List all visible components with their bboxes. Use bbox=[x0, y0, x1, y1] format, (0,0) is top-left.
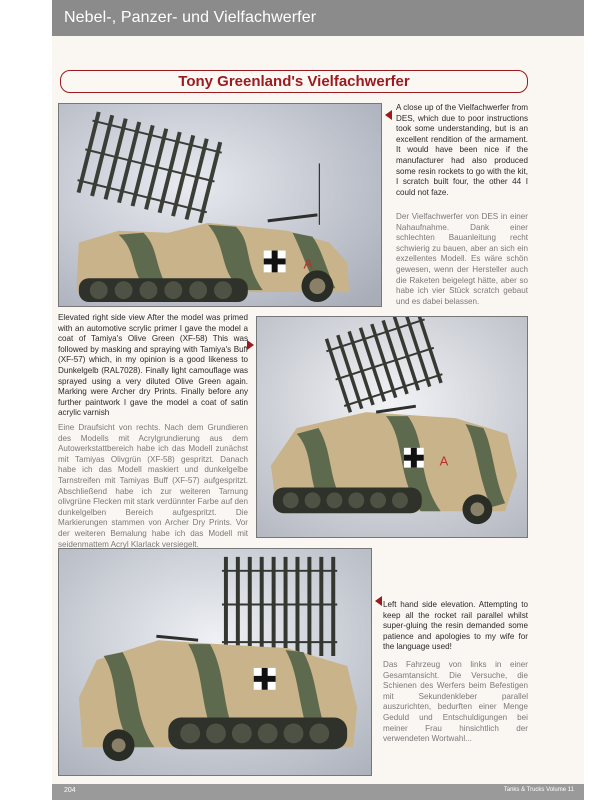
photo-elevated-right bbox=[256, 316, 528, 538]
page-number: 204 bbox=[64, 787, 76, 794]
caption-2-english: Elevated right side view After the model was primed with an automotive scrylic primer I gave the model a coat of Tamiya's Olive Green (XF-58) This was followed by masking and spraying with Tamiya's Buff (XF-57) which, in my opinion is a good likeness to Dunkelgelb (RAL7028). Finally light camouflage was sprayed using a very diluted Olive Green again. Marking were Archer dry Prints. Finally before any further paintwork I gave the model a coat of satin acrylic varnish bbox=[58, 313, 248, 418]
caption-pointer-3 bbox=[375, 596, 382, 606]
caption-1-german: Der Vielfachwerfer von DES in einer Nahaufnahme. Dank einer schlechten Bauanleitung recht schwierig zu bauen, aber an sich ein exzellentes Modell. Es wäre schön gewesen, wenn der Hersteller auch die Raketen beigelegt hätte, aber so habe ich vier Stück scratch gebaut und es dabei belassen. bbox=[396, 212, 528, 306]
caption-3-english: Left hand side elevation. Attempting to keep all the rocket rail parallel whilst super-gluing the resin demanded some patience and apologies to my wife for the language used! bbox=[383, 600, 528, 652]
publication-name: Tanks & Trucks Volume 11 bbox=[503, 787, 574, 793]
svg-text:A: A bbox=[303, 255, 313, 272]
svg-text:A: A bbox=[439, 453, 449, 469]
caption-pointer-2 bbox=[247, 340, 254, 350]
article-title: Tony Greenland's Vielfachwerfer bbox=[178, 73, 410, 90]
caption-2-german: Eine Draufsicht von rechts. Nach dem Grundieren des Modells mit Acrylgrundierung aus dem Autowerkstattbereich habe ich das Modell zunächst mit Tamiyas Olivgrün (XF-58) gespritzt. Danach habe ich das Modell maskiert und dunkelgelbe Tarnstreifen mit Tamiyas Buff (XF-57) aufgespritzt. Abschließend habe ich zur weiteren Tarnung olivgrüne Flecken mit stark verdünnter Farbe auf den dunkelgelben Bereich aufgespritzt. Die Markierungen stammen von Archer Dry Prints. Vor der weiteren Bemalung habe ich das Modell mit seidenmattem Acryl Klarlack versiegelt. bbox=[58, 423, 248, 549]
photo-closeup bbox=[58, 103, 382, 307]
caption-pointer-1 bbox=[385, 110, 392, 120]
caption-1-english: A close up of the Vielfachwerfer from DES, which due to poor instructions took some understanding, but is an excellent rendition of the armament. It would have been nice if the manufacturer had also produced some resin rockets to go with the kit, I scratch built four, the other 44 I could not faze. bbox=[396, 103, 528, 197]
photo-left-elevation bbox=[58, 548, 372, 776]
article-title-box bbox=[60, 70, 528, 93]
section-header-title: Nebel-, Panzer- und Vielfachwerfer bbox=[64, 9, 317, 26]
caption-3-german: Das Fahrzeug von links in einer Gesamtansicht. Die Versuche, die Schienen des Werfers beim Befestigen mit Sekundenkleber parallel auszurichten, bedurften einer Menge Geduld und Entschuldigungen bei meiner Frau hinsichtlich der verwendeten Wortwahl... bbox=[383, 660, 528, 744]
